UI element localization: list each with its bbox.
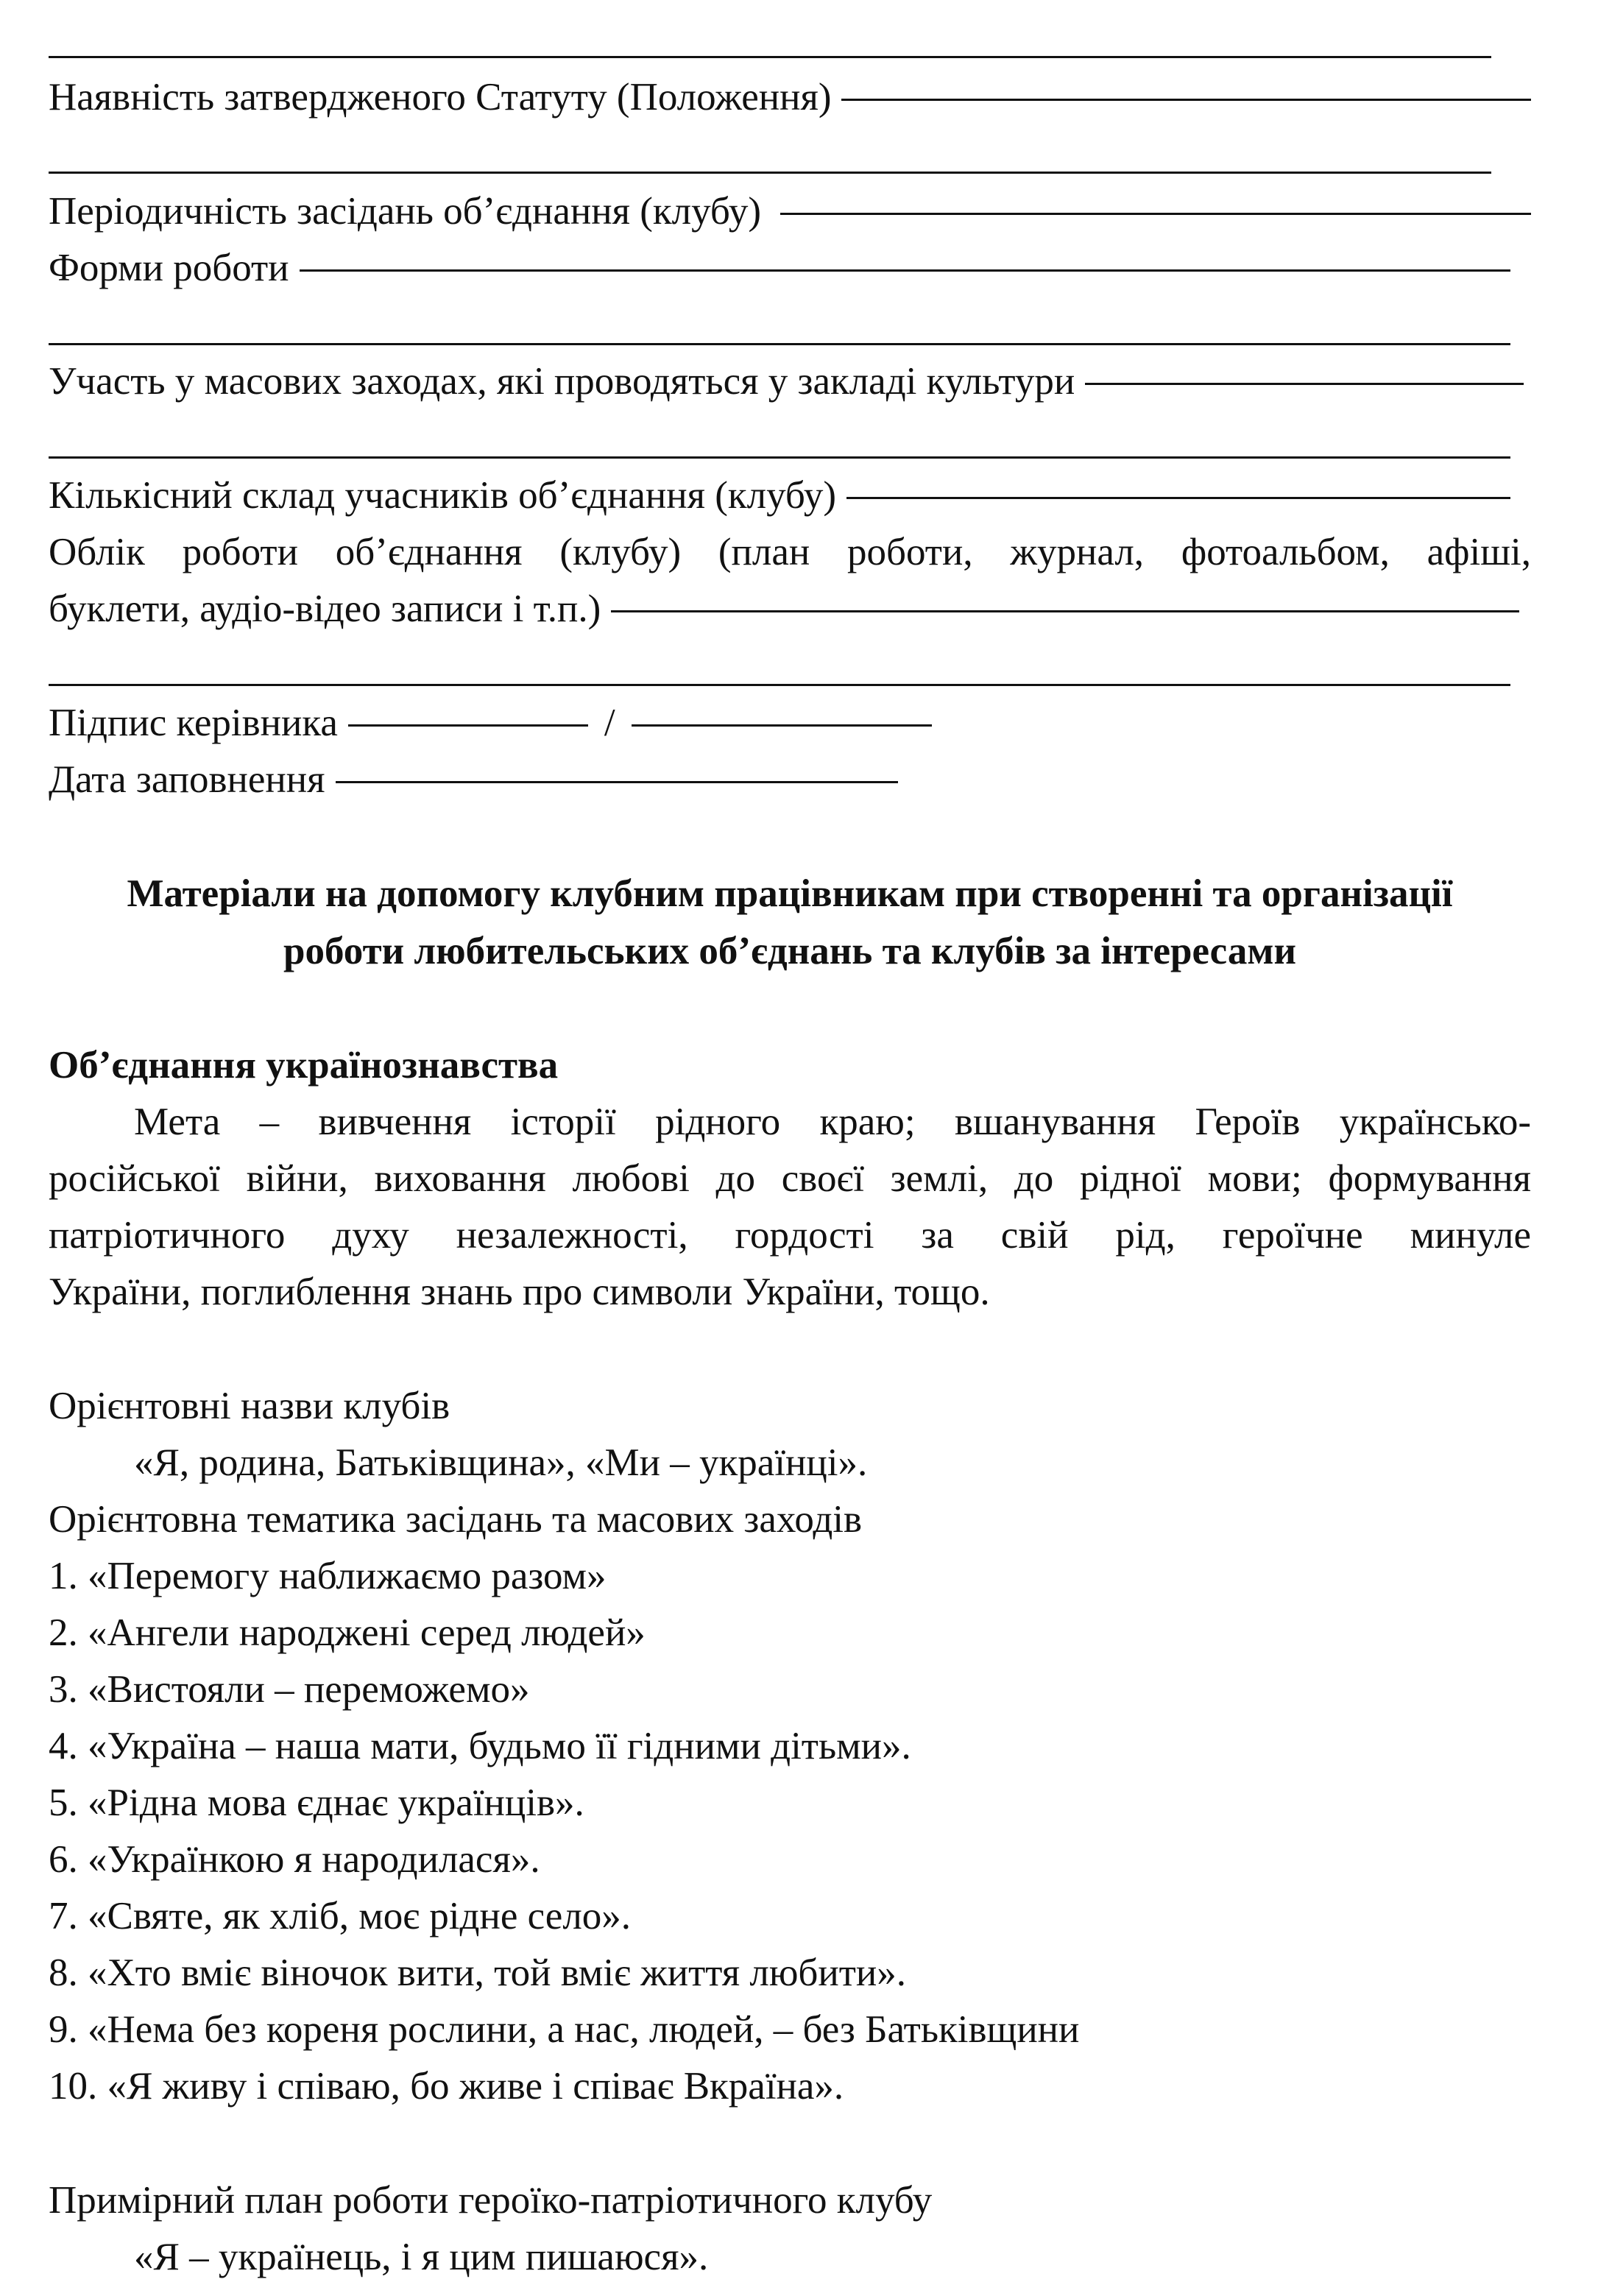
signature-separator: / [604, 702, 615, 744]
date-field [49, 752, 1531, 808]
statute-blank[interactable] [841, 99, 1531, 101]
records-field [49, 581, 1531, 637]
events-blank[interactable] [1085, 383, 1524, 385]
materials-heading-line-1: Матеріали на допомогу клубним працівникам при створенні та організації [127, 872, 1453, 915]
members-field [49, 467, 1531, 524]
goal-line-2: російської війни, виховання любові до своєї землі, до рідної мови; формування [49, 1157, 1531, 1200]
members-label: Кількісний склад учасників об’єднання (клубу) [49, 474, 836, 517]
blank-rule [49, 456, 1510, 459]
signature-label: Підпис керівника [49, 702, 338, 744]
topic-item: 4. «Україна – наша мати, будьмо її гідними дітьми». [49, 1725, 911, 1767]
blank-rule [49, 684, 1510, 686]
forms-field [49, 240, 1531, 297]
materials-heading-line-2: роботи любительських об’єднань та клубів за інтересами [283, 930, 1296, 972]
meetings-field [49, 183, 1531, 240]
plan-club-name: «Я – українець, і я цим пишаюся». [134, 2236, 709, 2278]
club-names-label: Орієнтовні назви клубів [49, 1385, 450, 1427]
goal-line-3: патріотичного духу незалежності, гордості за свій рід, героїчне минуле [49, 1214, 1531, 1257]
statute-label: Наявність затвердженого Статуту (Положення) [49, 76, 832, 119]
topic-item: 7. «Святе, як хліб, моє рідне село». [49, 1895, 632, 1938]
topic-item: 6. «Українкою я народилася». [49, 1838, 540, 1881]
events-label: Участь у масових заходах, які проводяться у закладі культури [49, 360, 1075, 403]
members-blank[interactable] [846, 497, 1510, 499]
events-field [49, 353, 1531, 410]
signature-name-blank[interactable] [632, 724, 932, 727]
topic-item: 2. «Ангели народжені серед людей» [49, 1611, 646, 1654]
meetings-blank[interactable] [780, 213, 1531, 215]
topic-item: 8. «Хто вміє віночок вити, той вміє життя любити». [49, 1951, 907, 1994]
section-title: Об’єднання українознавства [49, 1044, 559, 1087]
topics-label: Орієнтовна тематика засідань та масових заходів [49, 1498, 863, 1541]
document-page [49, 0, 1531, 2296]
records-blank[interactable] [611, 610, 1519, 612]
statute-field [49, 69, 1531, 126]
club-names-value: «Я, родина, Батьківщина», «Ми – українці». [134, 1441, 868, 1484]
records-line-1: Облік роботи об’єднання (клубу) (план роботи, журнал, фотоальбом, афіші, [49, 531, 1531, 573]
topic-item: 10. «Я живу і співаю, бо живе і співає Вкраїна». [49, 2065, 844, 2108]
signature-field [49, 695, 1531, 752]
date-blank[interactable] [336, 781, 898, 783]
meetings-label: Періодичність засідань об’єднання (клубу) [49, 190, 761, 233]
signature-blank[interactable] [348, 724, 588, 727]
blank-rule [49, 343, 1510, 345]
blank-rule [49, 172, 1491, 174]
goal-line-4: України, поглиблення знань про символи України, тощо. [49, 1271, 990, 1313]
topic-item: 5. «Рідна мова єднає українців». [49, 1781, 584, 1824]
date-label: Дата заповнення [49, 758, 325, 801]
records-label: буклети, аудіо-відео записи і т.п.) [49, 587, 601, 630]
plan-label: Примірний план роботи героїко-патріотичного клубу [49, 2179, 933, 2222]
goal-line-1: Мета – вивчення історії рідного краю; вшанування Героїв українсько- [134, 1101, 1531, 1143]
forms-blank[interactable] [300, 269, 1510, 272]
topic-item: 1. «Перемогу наближаємо разом» [49, 1555, 607, 1597]
topic-item: 9. «Нема без кореня рослини, а нас, людей, – без Батьківщини [49, 2008, 1080, 2051]
topic-item: 3. «Вистояли – переможемо» [49, 1668, 530, 1711]
blank-rule [49, 56, 1491, 58]
forms-label: Форми роботи [49, 247, 289, 289]
